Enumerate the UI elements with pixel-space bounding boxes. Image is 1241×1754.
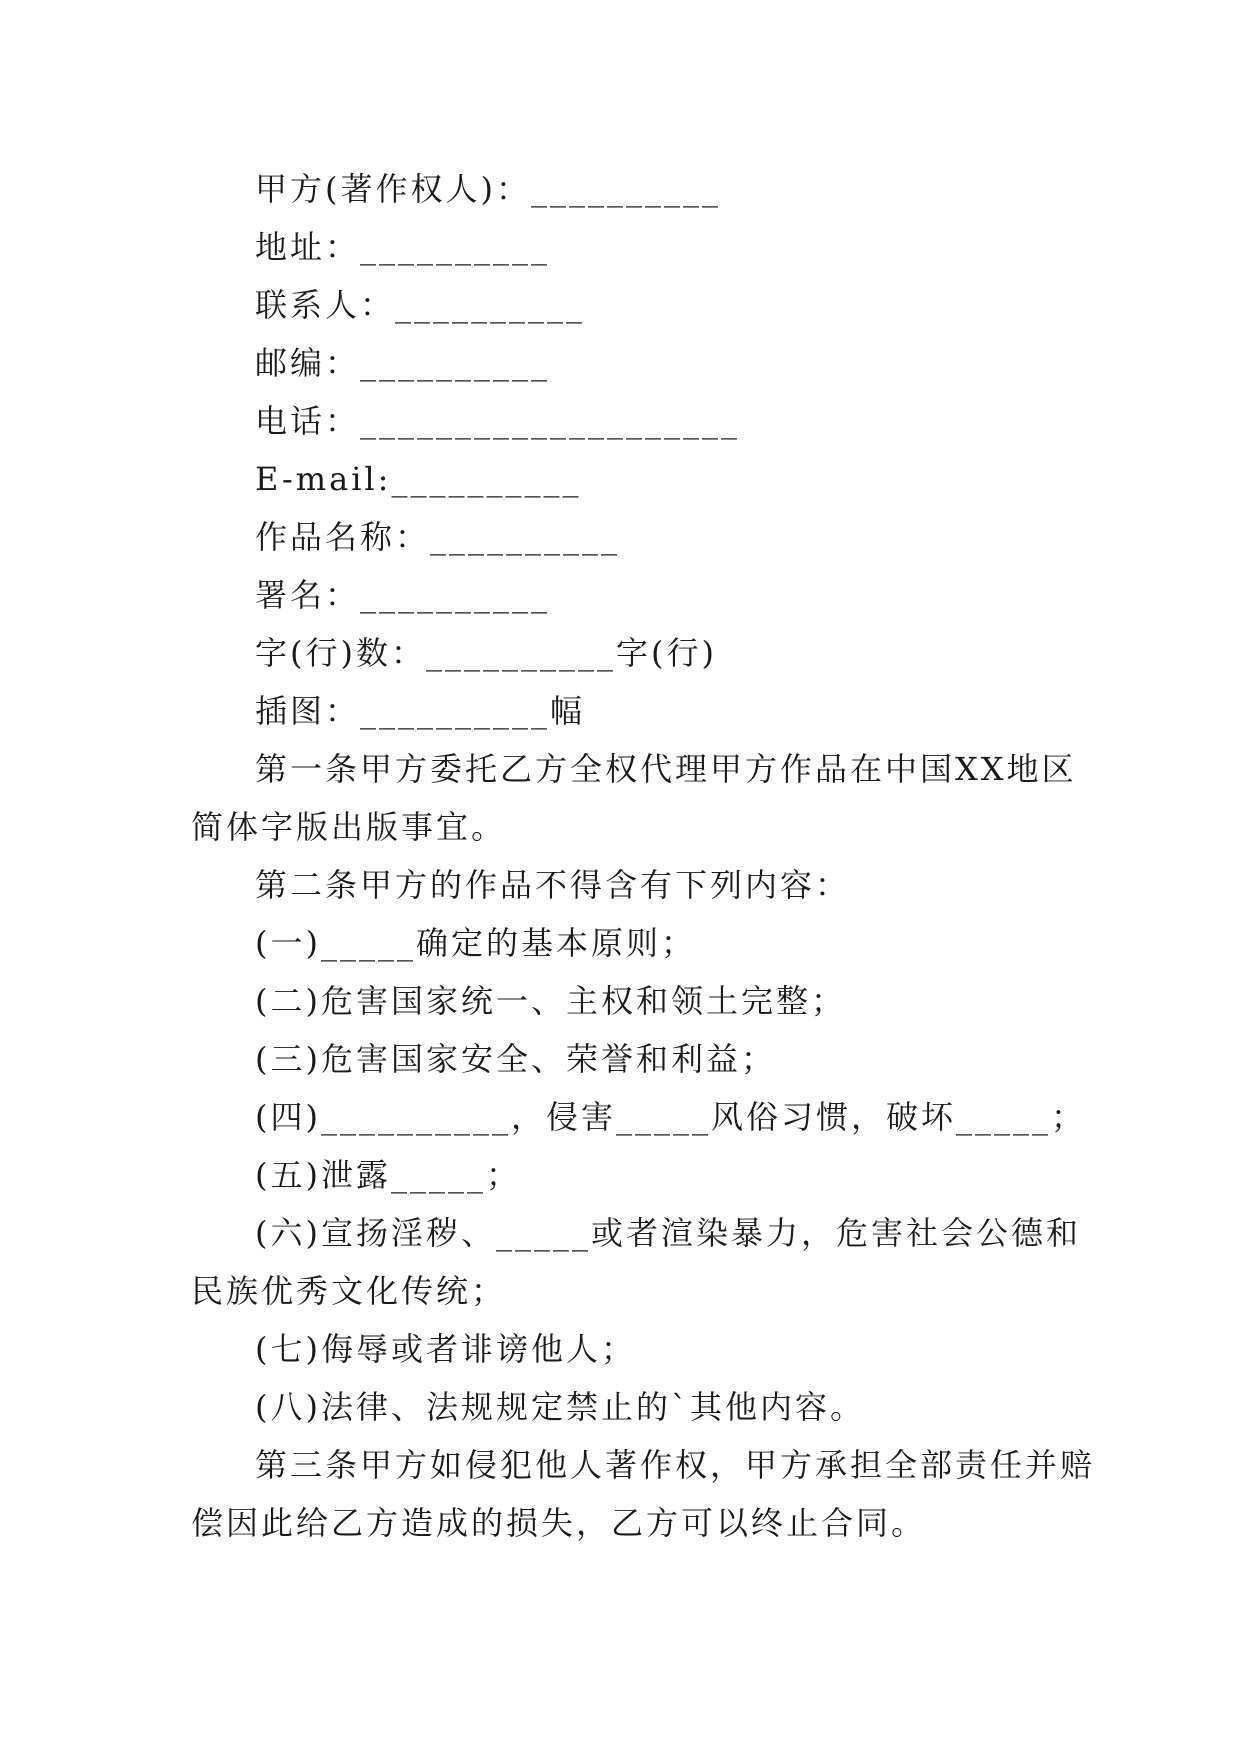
article-1-line-2: 简体字版出版事宜。 (191, 808, 507, 846)
article-1-line-1: 第一条甲方委托乙方全权代理甲方作品在中国XX地区 (255, 750, 1077, 788)
email-line: E-mail:__________ (255, 460, 582, 498)
party-a-line: 甲方(著作权人)：__________ (255, 170, 721, 208)
article-2-item-2: (二)危害国家统一、主权和领土完整； (255, 982, 846, 1020)
phone-line: 电话：____________________ (255, 402, 741, 440)
article-2-item-5: (五)泄露_____； (255, 1156, 521, 1194)
address-line: 地址：__________ (255, 228, 551, 266)
word-count-line: 字(行)数：__________字(行) (255, 634, 717, 672)
document-body (191, 160, 1096, 1552)
illustrations-line: 插图：__________幅 (255, 692, 586, 730)
contact-person-line: 联系人：__________ (255, 286, 586, 324)
article-2-item-6-line-2: 民族优秀文化传统； (191, 1272, 507, 1310)
article-2-heading: 第二条甲方的作品不得含有下列内容： (255, 866, 851, 904)
article-3-line-2: 偿因此给乙方造成的损失，乙方可以终止合同。 (191, 1504, 927, 1542)
article-2-item-8: (八)法律、法规规定禁止的`其他内容。 (255, 1388, 865, 1426)
article-2-item-6-line-1: (六)宣扬淫秽、_____或者渲染暴力，危害社会公德和 (255, 1214, 1081, 1252)
article-2-item-7: (七)侮辱或者诽谤他人； (255, 1330, 636, 1368)
signature-name-line: 署名：__________ (255, 576, 551, 614)
article-3-line-1: 第三条甲方如侵犯他人著作权，甲方承担全部责任并赔 (255, 1446, 1096, 1484)
article-2-item-4: (四)__________，侵害_____风俗习惯，破坏_____； (255, 1098, 1086, 1136)
postcode-line: 邮编：__________ (255, 344, 551, 382)
article-2-item-3: (三)危害国家安全、荣誉和利益； (255, 1040, 776, 1078)
article-2-item-1: (一)_____确定的基本原则； (255, 924, 696, 962)
work-title-line: 作品名称：__________ (255, 518, 621, 556)
